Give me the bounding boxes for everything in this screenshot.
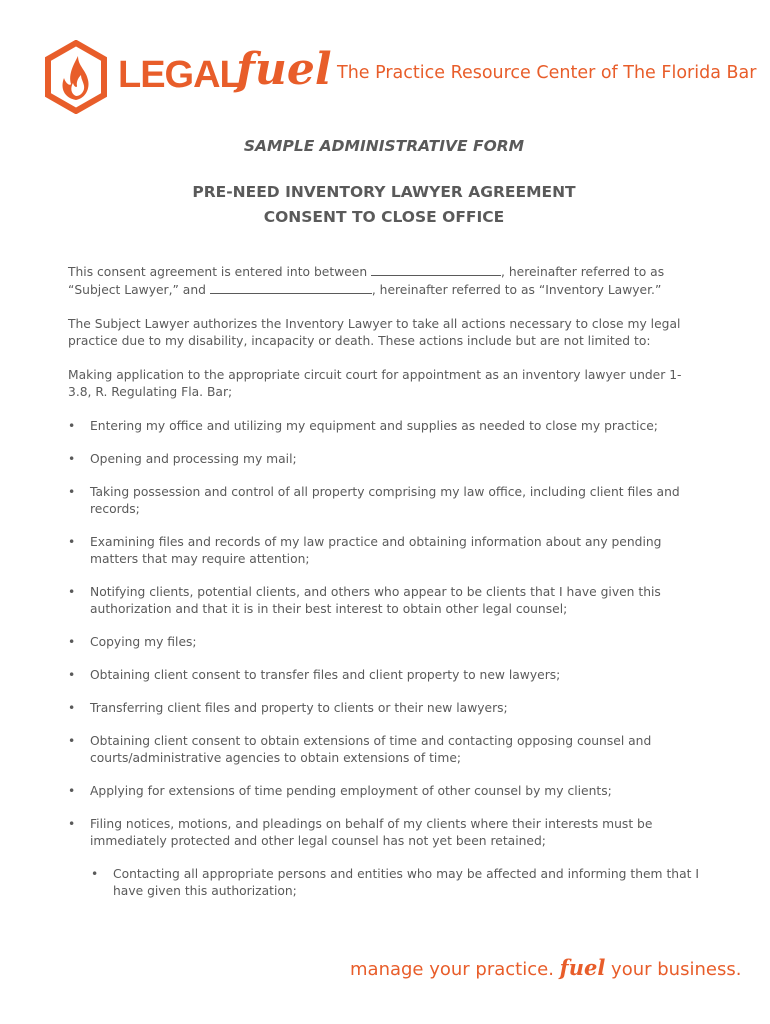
list-item-text: Copying my files; (90, 635, 197, 649)
list-item-text: Applying for extensions of time pending employment of other counsel by my clients; (90, 784, 612, 798)
bullet-icon: • (91, 867, 99, 881)
list-item-text: Examining files and records of my law practice and obtaining information about any pending matters that may require attention; (90, 535, 662, 566)
bullet-icon: • (68, 817, 76, 831)
list-item (68, 584, 700, 618)
actions-list (68, 418, 700, 900)
logo-legal-text: LEGAL (118, 54, 242, 96)
authorization-paragraph: The Subject Lawyer authorizes the Inventory Lawyer to take all actions necessary to close my legal practice due to my disability, incapacity or death. These actions include but are not limited to: (68, 317, 681, 348)
header-tagline: The Practice Resource Center of The Florida Bar (337, 63, 757, 83)
list-item-text: Taking possession and control of all property comprising my law office, including client files and records; (90, 485, 680, 516)
footer-fuel-text: fuel (559, 955, 606, 980)
list-item (68, 667, 700, 684)
logo-fuel-text: fuel (236, 44, 332, 95)
bullet-icon: • (68, 419, 76, 433)
list-item (68, 816, 700, 850)
list-item (68, 700, 700, 717)
bullet-icon: • (68, 585, 76, 599)
document-body (68, 136, 700, 900)
list-item (68, 534, 700, 568)
form-label: SAMPLE ADMINISTRATIVE FORM (243, 137, 525, 155)
agreement-intro-paragraph (68, 263, 700, 299)
title-line-2: CONSENT TO CLOSE OFFICE (263, 208, 505, 226)
list-item (68, 418, 700, 435)
subject-lawyer-blank (371, 263, 501, 276)
bullet-icon: • (68, 635, 76, 649)
intro-text-1: This consent agreement is entered into between (68, 265, 372, 279)
list-item-text: Entering my office and utilizing my equipment and supplies as needed to close my practice; (90, 419, 658, 433)
list-item (68, 451, 700, 468)
title-line-1: PRE-NEED INVENTORY LAWYER AGREEMENT (192, 183, 576, 201)
inventory-lawyer-blank (210, 281, 372, 294)
list-item-text: Transferring client files and property to clients or their new lawyers; (90, 701, 508, 715)
bullet-icon: • (68, 535, 76, 549)
bullet-icon: • (68, 668, 76, 682)
list-item (68, 733, 700, 767)
list-item-text: Contacting all appropriate persons and entities who may be affected and informing them that I have given this authorization; (113, 867, 699, 898)
application-paragraph: Making application to the appropriate circuit court for appointment as an inventory lawyer under 1-3.8, R. Regulating Fla. Bar; (68, 368, 682, 399)
sub-list-item (68, 866, 700, 900)
bullet-icon: • (68, 452, 76, 466)
list-item-text: Obtaining client consent to obtain extensions of time and contacting opposing counsel and courts/administrative agencies to obtain extensions of time; (90, 734, 652, 765)
document-title (68, 180, 700, 230)
page-header (44, 40, 757, 120)
footer-text-2: your business. (611, 959, 742, 980)
list-item (68, 783, 700, 800)
bullet-icon: • (68, 784, 76, 798)
list-item-text: Notifying clients, potential clients, and others who appear to be clients that I have given this authorization and that it is in their best interest to obtain other legal counsel; (90, 585, 661, 616)
list-item-text: Filing notices, motions, and pleadings on behalf of my clients where their interests must be immediately protected and other legal counsel has not yet been retained; (90, 817, 653, 848)
list-item-text: Obtaining client consent to transfer files and client property to new lawyers; (90, 668, 561, 682)
list-item (68, 484, 700, 518)
flame-hexagon-icon (44, 40, 108, 114)
bullet-icon: • (68, 485, 76, 499)
intro-text-2: , hereinafter referred to as “Subject Lawyer,” and (68, 265, 665, 297)
footer-text-1: manage your practice. (350, 959, 554, 980)
footer-slogan (350, 950, 740, 986)
intro-text-3: , hereinafter referred to as “Inventory Lawyer.” (371, 283, 662, 297)
bullet-icon: • (68, 734, 76, 748)
list-item (68, 634, 700, 651)
bullet-icon: • (68, 701, 76, 715)
list-item-text: Opening and processing my mail; (90, 452, 297, 466)
